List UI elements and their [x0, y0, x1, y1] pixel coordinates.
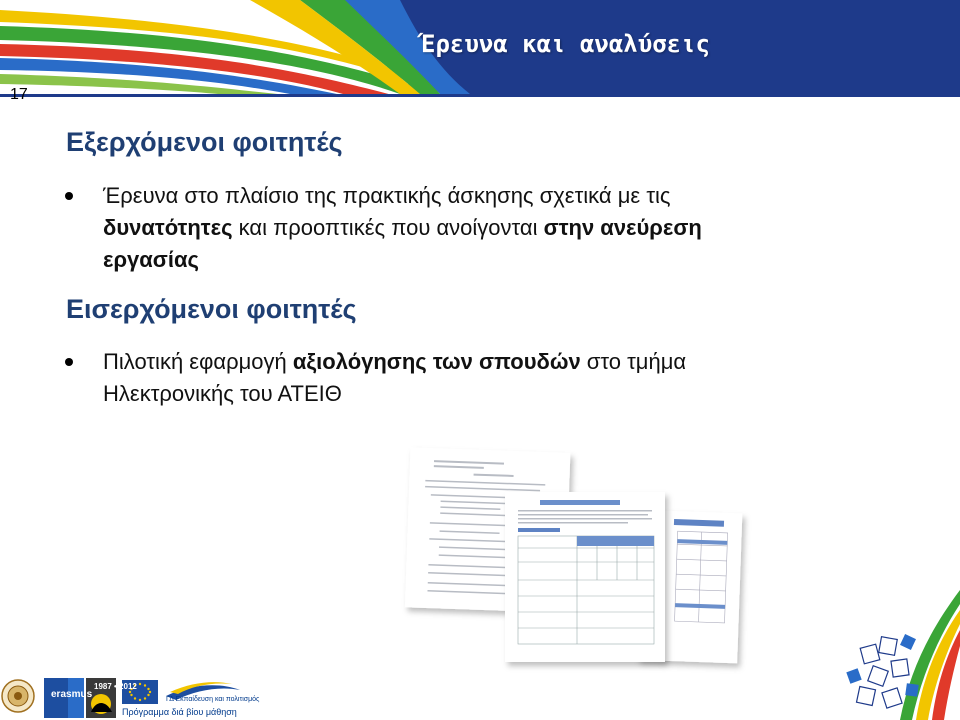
bullet-text-part: Πιλοτική εφαρμογή	[103, 349, 293, 374]
bullet-text	[65, 180, 755, 276]
document-page-back	[637, 510, 742, 663]
bullet-incoming	[65, 346, 755, 410]
university-seal-icon	[2, 680, 34, 712]
document-page-front	[505, 492, 665, 662]
gd-caption: ΓΔ Εκπαίδευση και πολιτισμός	[166, 696, 260, 703]
programme-caption: Πρόγραμμα διά βίου μάθηση	[122, 707, 237, 717]
document-page-left	[405, 447, 570, 612]
bullet-outgoing	[65, 180, 755, 276]
section-title-outgoing: Εξερχόμενοι φοιτητές	[66, 127, 343, 157]
bullet-text-bold: δυνατότητες	[103, 215, 233, 240]
bullet-icon	[65, 358, 73, 366]
section-title-incoming: Εισερχόμενοι φοιτητές	[66, 294, 357, 324]
anniversary-label: 1987 • 2012	[94, 682, 137, 691]
bullet-text-bold: αξιολόγησης των σπουδών	[292, 349, 581, 374]
bullet-icon	[65, 192, 73, 200]
bullet-text	[65, 346, 755, 410]
bullet-text-part: Έρευνα στο πλαίσιο της πρακτικής άσκησης σχετικά με τις	[103, 183, 671, 208]
bullet-text-part: στο τμήμα Ηλεκτρονικής του ΑΤΕΙΘ	[103, 349, 687, 406]
erasmus-label: erasmus	[51, 689, 93, 700]
bullet-text-bold: στην ανεύρεση εργασίας	[103, 215, 702, 272]
bullet-text-part: και προοπτικές που ανοίγονται	[232, 215, 544, 240]
header-title: Έρευνα και αναλύσεις	[421, 30, 710, 58]
slide-number: 17	[10, 86, 28, 103]
